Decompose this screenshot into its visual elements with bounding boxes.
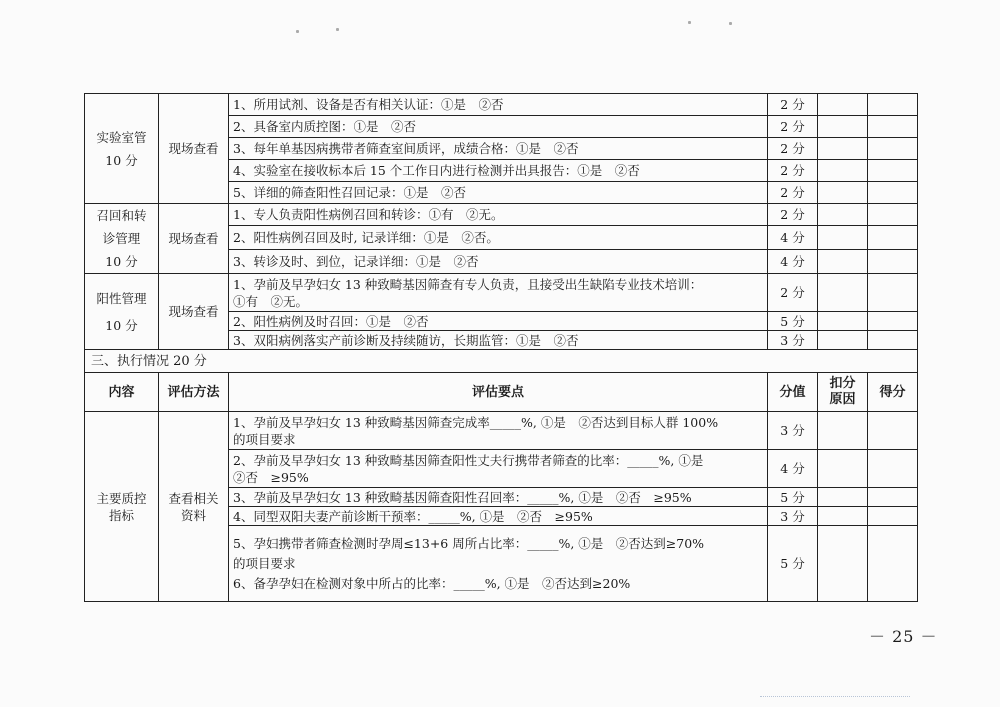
recall-point-2: 2、阳性病例召回及时, 记录详细：①是 ②否。 <box>229 226 768 250</box>
deduct-reason-cell[interactable] <box>818 116 868 138</box>
quality-point-4: 4、同型双阳夫妻产前诊断干预率：_____%, ①是 ②否 ≥95% <box>229 507 768 526</box>
scan-speck <box>688 21 691 24</box>
lab-score-5: 2 分 <box>768 182 818 204</box>
lab-score-1: 2 分 <box>768 94 818 116</box>
assessment-table <box>84 93 918 602</box>
got-score-cell[interactable] <box>868 138 918 160</box>
deduct-reason-cell[interactable] <box>818 274 868 312</box>
scan-speck <box>729 22 732 25</box>
recall-score-2: 4 分 <box>768 226 818 250</box>
lab-point-2: 2、具备室内质控图：①是 ②否 <box>229 116 768 138</box>
lab-point-3: 3、每年单基因病携带者筛查室间质评，成绩合格：①是 ②否 <box>229 138 768 160</box>
lab-score-4: 2 分 <box>768 160 818 182</box>
scan-speck <box>336 28 339 31</box>
got-score-cell[interactable] <box>868 116 918 138</box>
got-score-cell[interactable] <box>868 94 918 116</box>
deduct-reason-cell[interactable] <box>818 312 868 331</box>
got-score-cell[interactable] <box>868 226 918 250</box>
quality-score-1: 3 分 <box>768 412 818 450</box>
page-number: － 25 － <box>869 627 938 646</box>
method-positive: 现场查看 <box>159 274 229 350</box>
positive-score-1: 2 分 <box>768 274 818 312</box>
lab-point-4: 4、实验室在接收标本后 15 个工作日内进行检测并出具报告：①是 ②否 <box>229 160 768 182</box>
lab-score-3: 2 分 <box>768 138 818 160</box>
deduct-reason-cell[interactable] <box>818 226 868 250</box>
deduct-reason-cell[interactable] <box>818 160 868 182</box>
recall-point-1: 1、专人负责阳性病例召回和转诊：①有 ②无。 <box>229 204 768 226</box>
positive-point-3: 3、双阳病例落实产前诊断及持续随访，长期监管：①是 ②否 <box>229 331 768 350</box>
method-lab: 现场查看 <box>159 94 229 204</box>
quality-point-3: 3、孕前及早孕妇女 13 种致畸基因筛查阳性召回率：_____%, ①是 ②否 ≥95% <box>229 488 768 507</box>
deduct-reason-cell[interactable] <box>818 182 868 204</box>
method-quality: 查看相关 资料 <box>159 412 229 602</box>
quality-point-5-6: 5、孕妇携带者筛查检测时孕周≤13+6 周所占比率：_____%, ①是 ②否达到≥70% 的项目要求 6、备孕孕妇在检测对象中所占的比率：_____%, ①是 ②否达到≥20% <box>229 526 768 602</box>
header-deduct-reason: 扣分 原因 <box>818 373 868 412</box>
header-method: 评估方法 <box>159 373 229 412</box>
category-lab: 实验室管 10 分 <box>85 94 159 204</box>
got-score-cell[interactable] <box>868 250 918 274</box>
got-score-cell[interactable] <box>868 526 918 602</box>
got-score-cell[interactable] <box>868 488 918 507</box>
scan-artifact-line <box>760 694 910 697</box>
deduct-reason-cell[interactable] <box>818 450 868 488</box>
recall-score-3: 4 分 <box>768 250 818 274</box>
category-positive: 阳性管理 10 分 <box>85 274 159 350</box>
deduct-reason-cell[interactable] <box>818 138 868 160</box>
got-score-cell[interactable] <box>868 274 918 312</box>
got-score-cell[interactable] <box>868 412 918 450</box>
category-recall: 召回和转 诊管理 10 分 <box>85 204 159 274</box>
method-recall: 现场查看 <box>159 204 229 274</box>
quality-score-5: 5 分 <box>768 526 818 602</box>
header-points: 评估要点 <box>229 373 768 412</box>
got-score-cell[interactable] <box>868 204 918 226</box>
deduct-reason-cell[interactable] <box>818 94 868 116</box>
positive-point-2: 2、阳性病例及时召回：①是 ②否 <box>229 312 768 331</box>
recall-score-1: 2 分 <box>768 204 818 226</box>
deduct-reason-cell[interactable] <box>818 204 868 226</box>
deduct-reason-cell[interactable] <box>818 488 868 507</box>
deduct-reason-cell[interactable] <box>818 507 868 526</box>
got-score-cell[interactable] <box>868 331 918 350</box>
positive-score-2: 5 分 <box>768 312 818 331</box>
quality-score-3: 5 分 <box>768 488 818 507</box>
header-got-score: 得分 <box>868 373 918 412</box>
got-score-cell[interactable] <box>868 312 918 331</box>
recall-point-3: 3、转诊及时、到位，记录详细：①是 ②否 <box>229 250 768 274</box>
deduct-reason-cell[interactable] <box>818 331 868 350</box>
got-score-cell[interactable] <box>868 182 918 204</box>
lab-score-2: 2 分 <box>768 116 818 138</box>
header-score: 分值 <box>768 373 818 412</box>
got-score-cell[interactable] <box>868 450 918 488</box>
quality-point-2: 2、孕前及早孕妇女 13 种致畸基因筛查阳性丈夫行携带者筛查的比率：_____%, ①是 ②否 ≥95% <box>229 450 768 488</box>
header-content: 内容 <box>85 373 159 412</box>
quality-score-4: 3 分 <box>768 507 818 526</box>
got-score-cell[interactable] <box>868 160 918 182</box>
quality-score-2: 4 分 <box>768 450 818 488</box>
deduct-reason-cell[interactable] <box>818 526 868 602</box>
deduct-reason-cell[interactable] <box>818 412 868 450</box>
positive-score-3: 3 分 <box>768 331 818 350</box>
lab-point-5: 5、详细的筛查阳性召回记录：①是 ②否 <box>229 182 768 204</box>
section-title-execution: 三、执行情况 20 分 <box>85 350 918 373</box>
category-quality: 主要质控 指标 <box>85 412 159 602</box>
scan-speck <box>296 30 299 33</box>
positive-point-1: 1、孕前及早孕妇女 13 种致畸基因筛查有专人负责，且接受出生缺陷专业技术培训： ①有 ②无。 <box>229 274 768 312</box>
quality-point-1: 1、孕前及早孕妇女 13 种致畸基因筛查完成率_____%, ①是 ②否达到目标人群 100% 的项目要求 <box>229 412 768 450</box>
deduct-reason-cell[interactable] <box>818 250 868 274</box>
lab-point-1: 1、所用试剂、设备是否有相关认证：①是 ②否 <box>229 94 768 116</box>
got-score-cell[interactable] <box>868 507 918 526</box>
